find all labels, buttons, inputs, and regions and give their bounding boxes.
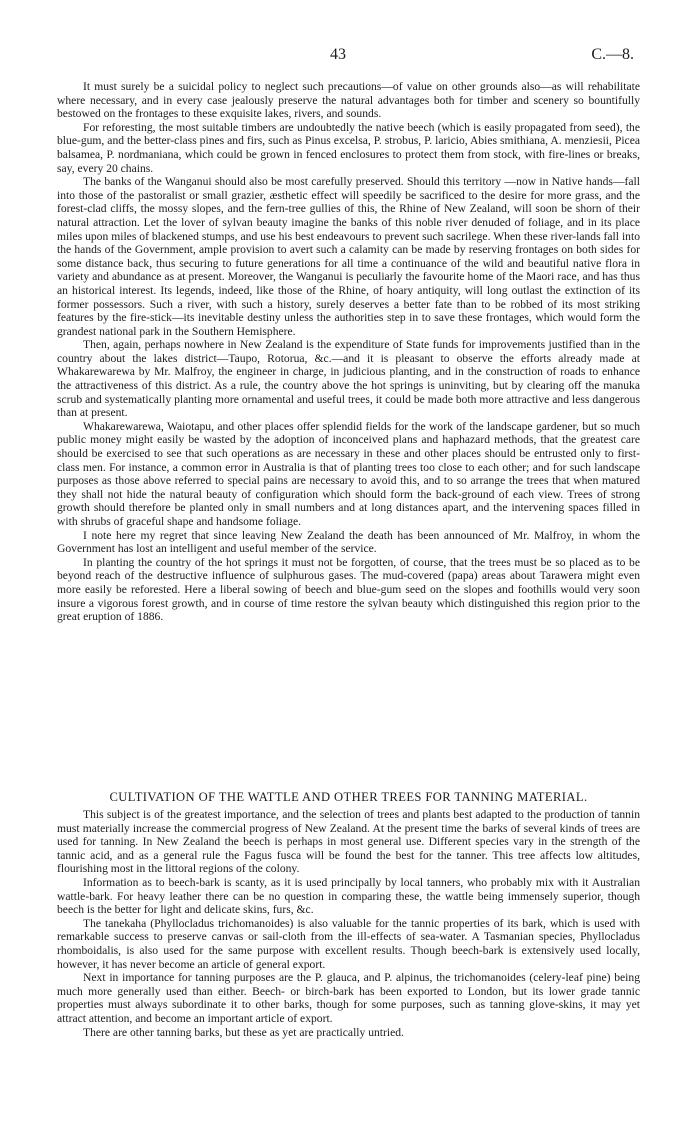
paragraph: The banks of the Wanganui should also be most carefully preserved. Should this territory —now in Native hands—fall into those of the pastoralist or small grazier, æsthetic effect will speedily be sacrificed to the desire for more grass, and the forest-clad cliffs, the mossy slopes, and the fern-tree gullies of this, the Rhine of New Zealand, will soon be shorn of their natural attraction. Let the lover of sylvan beauty imagine the banks of this noble river denuded of foliage, and in its place miles upon miles of blackened stumps, and use his best endeavours to prevent such sacrilege. When these river-lands fall into the hands of the Government, ample provision to avert such a calamity can be made by reserving frontages on both sides for some distance back, thus securing to future generations for all time a continuance of the wild and beautiful native flora in variety and abundance as at present. Moreover, the Wanganui is peculiarly the favourite home of the Maori race, and has thus an historical interest. Its legends, indeed, like those of the Rhine, of hoary antiquity, will long outlast the extinction of its former possessors. Such a river, with such a history, surely deserves a better fate than to be robbed of its most striking features by the fire-stick—its inevitable destiny unless the authorities step in to save these frontages, which would form the grandest national park in the Southern Hemisphere. <box>57 175 640 338</box>
page-header <box>0 46 700 68</box>
paragraph: The tanekaha (Phyllocladus trichomanoides) is also valuable for the tannic properties of its bark, which is used with remarkable success to preserve canvas or sail-cloth from the ill-effects of sea-water. A Tasmanian species, Phyllocladus rhomboidalis, is also used for the same purpose with excellent results. Though beech-bark is extensively used locally, however, it has never become an article of general export. <box>57 916 640 971</box>
paragraph: There are other tanning barks, but these as yet are practically untried. <box>83 1025 404 1039</box>
paragraph: Whakarewarewa, Waiotapu, and other places offer splendid fields for the work of the landscape gardener, but so much public money might easily be wasted by the adoption of inconceived plans and haphazard methods, that the greatest care should be exercised to see that such operations as are necessary in these and other places should be entrusted only to first-class men. For instance, a common error in Australia is that of planting trees too close to each other; and for such landscape purposes as those above referred to special pains are necessary to avoid this, and to so arrange the trees that when matured they shall not hide the natural beauty of configuration which should form the back-ground of each view. Trees of strong growth should therefore be planted only in small numbers and at long distances apart, and the intervening spaces filled in with shrubs of graceful shape and handsome foliage. <box>57 419 640 528</box>
paragraph: This subject is of the greatest importance, and the selection of trees and plants best adapted to the production of tannin must materially increase the commercial progress of New Zealand. At the present time the barks of several kinds of trees are used for tanning. In New Zealand the beech is perhaps in most general use. Different species vary in the strength of the tannic acid, and as a general rule the Fagus fusca will be found the best for the tanner. This tree affects low altitudes, flourishing most in the littoral regions of the colony. <box>57 808 640 876</box>
page-number: 43 <box>330 46 346 63</box>
document-reference: C.—8. <box>591 46 634 63</box>
section-body-text <box>57 808 640 1039</box>
paragraph: Then, again, perhaps nowhere in New Zealand is the expenditure of State funds for improvements justified than in the country about the lakes district—Taupo, Rotorua, &c.—and it is pleasant to observe the efforts already made at Whakarewarewa by Mr. Malfroy, the engineer in charge, in judicious planting, and in the construction of roads to enhance the attractiveness of this district. As a rule, the country above the hot springs is uninviting, but by clearing off the manuka scrub and systematically planting more ornamental and useful trees, it could be made both more attractive and less dangerous than at present. <box>57 338 640 420</box>
paragraph: Information as to beech-bark is scanty, as it is used principally by local tanners, who probably mix with it Australian wattle-bark. For heavy leather there can be no question in comparing these, the wattle being immensely superior, though beech is the better for light and delicate skins, furs, &c. <box>57 875 640 917</box>
section-heading: CULTIVATION OF THE WATTLE AND OTHER TREES FOR TANNING MATERIAL. <box>109 790 588 804</box>
body-text <box>57 80 640 624</box>
paragraph: Next in importance for tanning purposes are the P. glauca, and P. alpinus, the trichomanoides (celery-leaf pine) being much more generally used than either. Beech- or birch-bark has been exported to London, but its lower grade tannic properties must always subordinate it to other barks, though for some purposes, such as tanning glove-skins, it may yet attract attention, and become an important article of export. <box>57 971 640 1025</box>
paragraph: For reforesting, the most suitable timbers are undoubtedly the native beech (which is easily propagated from seed), the blue-gum, and the better-class pines and firs, such as Pinus excelsa, P. strobus, P. laricio, Abies smithiana, A. menziesii, Picea balsamea, P. nordmaniana, which could be grown in fenced enclosures to protect them from stock, with fire-lines or breaks, say, every 20 chains. <box>57 120 640 175</box>
paragraph: I note here my regret that since leaving New Zealand the death has been announced of Mr. Malfroy, in whom the Government has lost an intelligent and useful member of the service. <box>57 528 640 556</box>
paragraph: It must surely be a suicidal policy to neglect such precautions—of value on other grounds also—as will rehabilitate where necessary, and in every case jealously preserve the natural advantages both for timber and scenery so bountifully bestowed on the frontages to these exquisite lakes, rivers, and sounds. <box>57 80 640 121</box>
paragraph: In planting the country of the hot springs it must not be forgotten, of course, that the trees must be so placed as to be beyond reach of the destructive influence of sulphurous gases. The mud-covered (papa) areas about Tarawera might even more easily be reforested. Here a liberal sowing of beech and blue-gum seed on the slopes and foothills would very soon insure a vigorous forest growth, and in course of time restore the sylvan beauty which distinguished this region prior to the great eruption of 1886. <box>57 555 640 624</box>
